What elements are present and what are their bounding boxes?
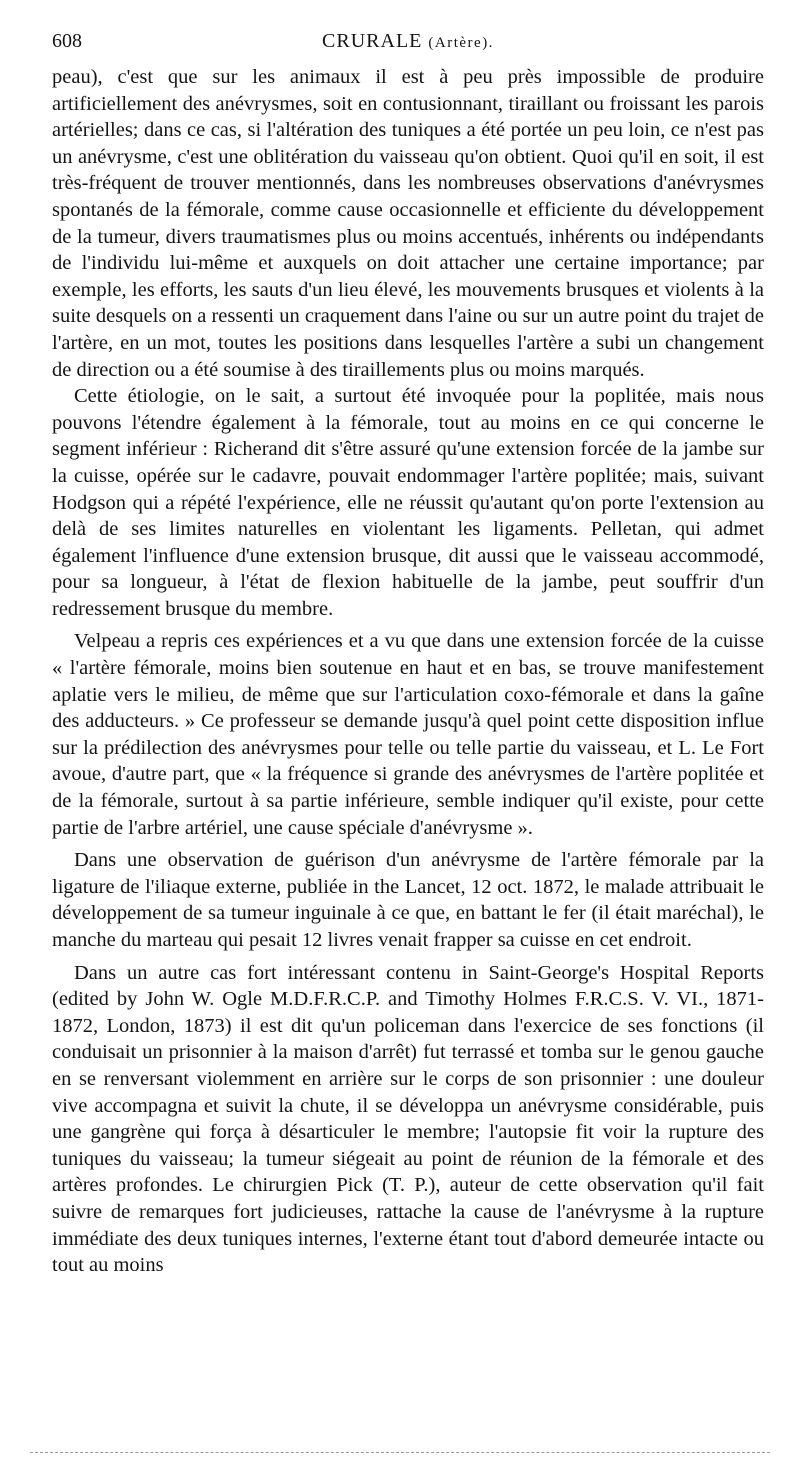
page-number: 608 [52,30,82,52]
page-title-subtitle: (Artère). [428,35,494,51]
paragraph-4: Dans une observation de guérison d'un anévrysme de l'artère fémorale par la ligature de l'iliaque externe, publiée in the Lancet, 12 oct. 1872, le malade attribuait le développement de sa tumeur inguinale à ce que, en battant le fer (il était maréchal), le manche du marteau qui pesait 12 livres venait frapper sa cuisse en cet endroit. [52,849,764,951]
page-title-main: CRURALE [322,30,423,52]
running-header [52,30,764,60]
paragraph-5: Dans un autre cas fort intéressant contenu in Saint-George's Hospital Reports (edited by John W. Ogle M.D.F.R.C.P. and Timothy Holmes F.R.C.S. V. VI., 1871-1872, London, 1873) il est dit qu'un policeman dans l'exercice de ses fonctions (il conduisait un prisonnier à la maison d'arrêt) fut terrassé et tomba sur le genou gauche en se renversant violemment en arrière sur le corps de son prisonnier : une douleur vive accompagna et suivit la chute, il se développa un anévrysme considérable, puis une gangrène qui força à désarticuler le membre; l'autopsie fit voir la rupture des tuniques du vaisseau; la tumeur siégeait au point de réunion de la fémorale et des artères profondes. Le chirurgien Pick (T. P.), auteur de cette observation qu'il fait suivre de remarques fort judicieuses, rattache la cause de l'anévrysme à la rupture immédiate des deux tuniques internes, l'externe étant tout d'abord demeurée intacte ou tout au moins [52,961,764,1277]
body-text [52,64,764,1279]
paragraph-2: Cette étiologie, on le sait, a surtout été invoquée pour la poplitée, mais nous pouvons l'étendre également à la fémorale, tout au moins en ce qui concerne le segment inférieur : Richerand dit s'être assuré qu'une extension forcée de la jambe sur la cuisse, opérée sur le cadavre, pouvait endommager l'artère poplitée; mais, suivant Hodgson qui a répété l'expérience, elle ne réussit qu'autant qu'on porte l'extension au delà de ses limites naturelles en violentant les ligaments. Pelletan, qui admet également l'influence d'une extension brusque, dit aussi que le vaisseau accommodé, pour sa longueur, à l'état de flexion habituelle de la jambe, peut souffrir d'un redressement brusque du membre. [52,385,764,620]
paragraph-1: peau), c'est que sur les animaux il est à peu près impossible de produire artificiellement des anévrysmes, soit en contusionnant, tiraillant ou froissant les parois artérielles; dans ce cas, si l'altération des tuniques a été portée un peu loin, ce n'est pas un anévrysme, c'est une oblitération du vaisseau qu'on obtient. Quoi qu'il en soit, il est très-fréquent de trouver mentionnés, dans les nombreuses observations d'anévrysmes spontanés de la fémorale, comme cause occasionnelle et efficiente du développement de la tumeur, divers traumatismes plus ou moins accentués, inhérents ou indépendants de l'individu lui-même et auxquels on doit attacher une certaine importance; par exemple, les efforts, les sauts d'un lieu élevé, les mouvements brusques et violents à la suite desquels on a ressenti un craquement dans l'aine ou sur un autre point du trajet de l'artère, en un mot, toutes les positions dans lesquelles l'artère a subi un changement de direction ou a été soumise à des tiraillements plus ou moins marqués. [52,66,764,381]
page-title [52,30,764,53]
paragraph-3: Velpeau a repris ces expériences et a vu que dans une extension forcée de la cuisse « l'artère fémorale, moins bien soutenue en haut et en bas, se trouve manifestement aplatie vers le milieu, de même que sur l'articulation coxo-fémorale et dans la gaîne des adducteurs. » Ce professeur se demande jusqu'à quel point cette disposition influe sur la prédilection des anévrysmes pour telle ou telle partie du vaisseau, et L. Le Fort avoue, d'autre part, que « la fréquence si grande des anévrysmes de l'artère poplitée et de la fémorale, surtout à sa partie inférieure, semble indiquer qu'il existe, pour cette partie de l'arbre artériel, une cause spéciale d'anévrysme ». [52,630,764,839]
bottom-divider [30,1452,770,1453]
